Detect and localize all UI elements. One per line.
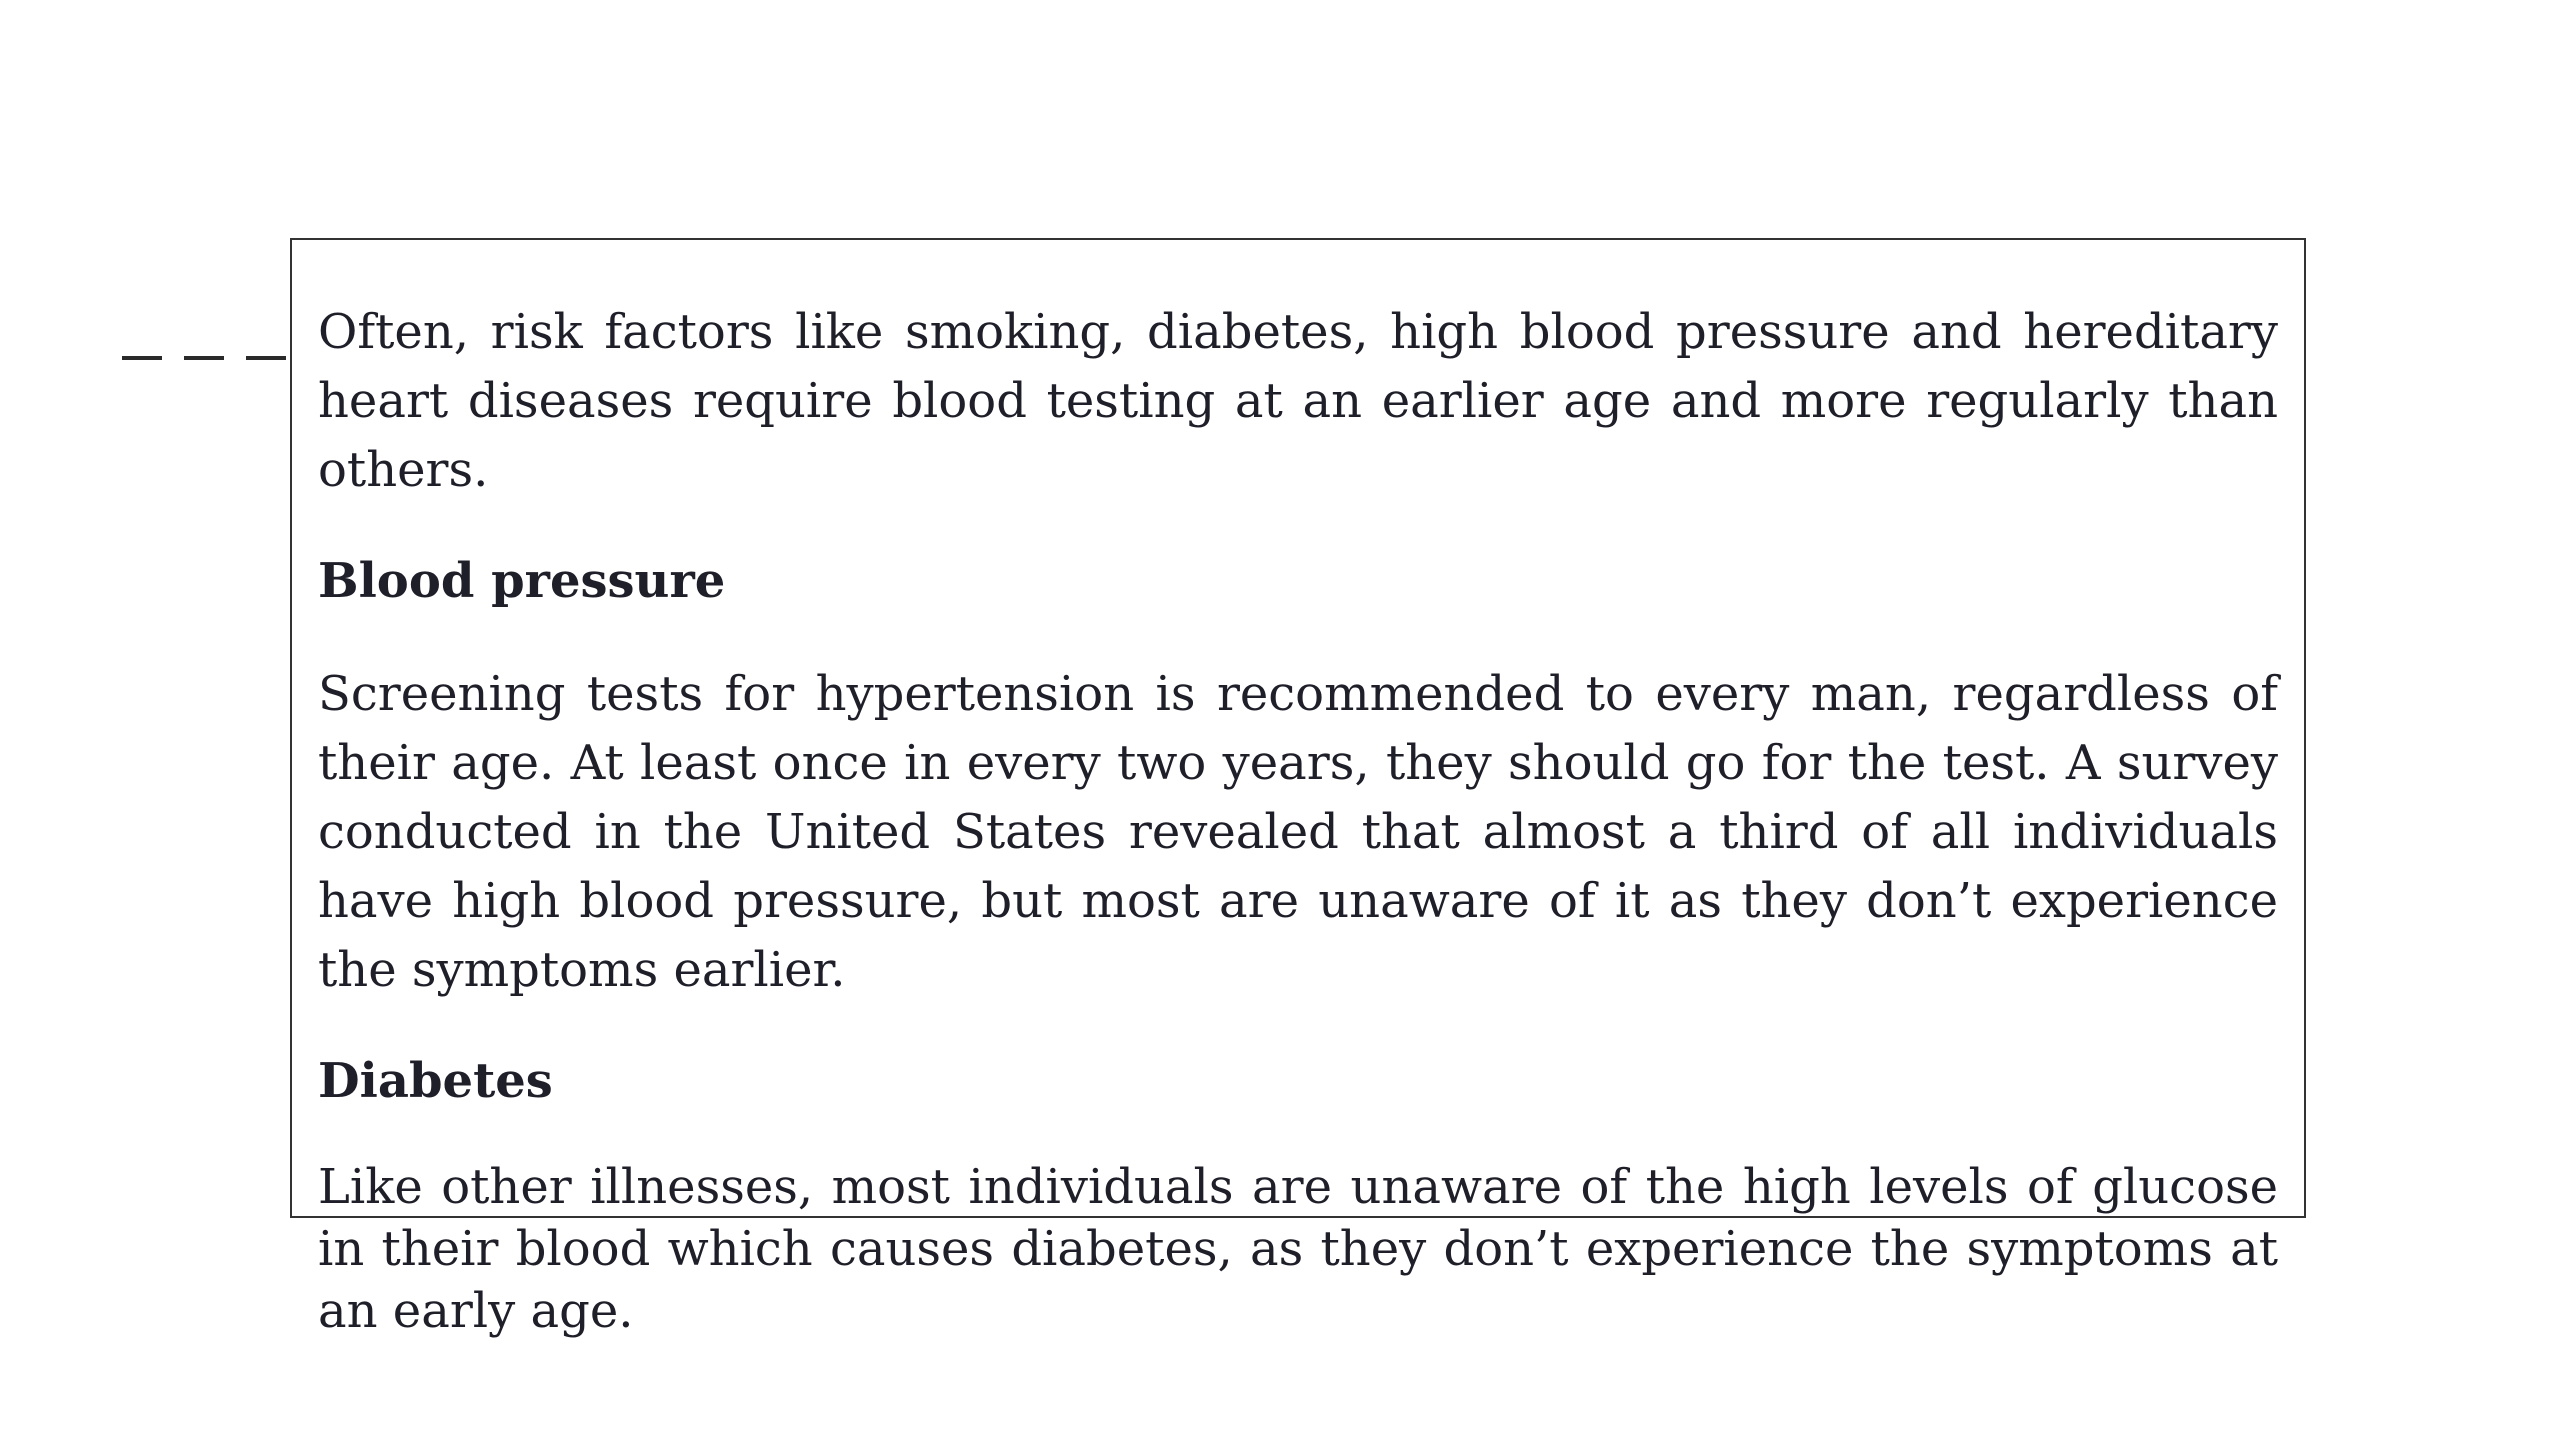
intro-paragraph: Often, risk factors like smoking, diabetes, high blood pressure and hereditary heart diseases require blood testing at an earlier age and more regularly than others.	[318, 304, 2278, 498]
content-box	[290, 238, 2306, 1339]
leader-dash	[122, 356, 162, 360]
section-heading-blood-pressure: Blood pressure	[318, 553, 726, 609]
leader-dash	[246, 356, 286, 360]
section-body-diabetes: Like other illnesses, most individuals are unaware of the high levels of glucose in their blood which causes diabetes, as they don’t experience the symptoms at an early age.	[318, 1159, 2278, 1339]
leader-line	[122, 356, 286, 360]
leader-dash	[184, 356, 224, 360]
section-heading-diabetes: Diabetes	[318, 1053, 553, 1109]
section-body-blood-pressure: Screening tests for hypertension is recommended to every man, regardless of their age. At least once in every two years, they should go for the test. A survey conducted in the United States revealed that almost a third of all individuals have high blood pressure, but most are unaware of it as they don’t experience the symptoms earlier.	[318, 666, 2278, 998]
